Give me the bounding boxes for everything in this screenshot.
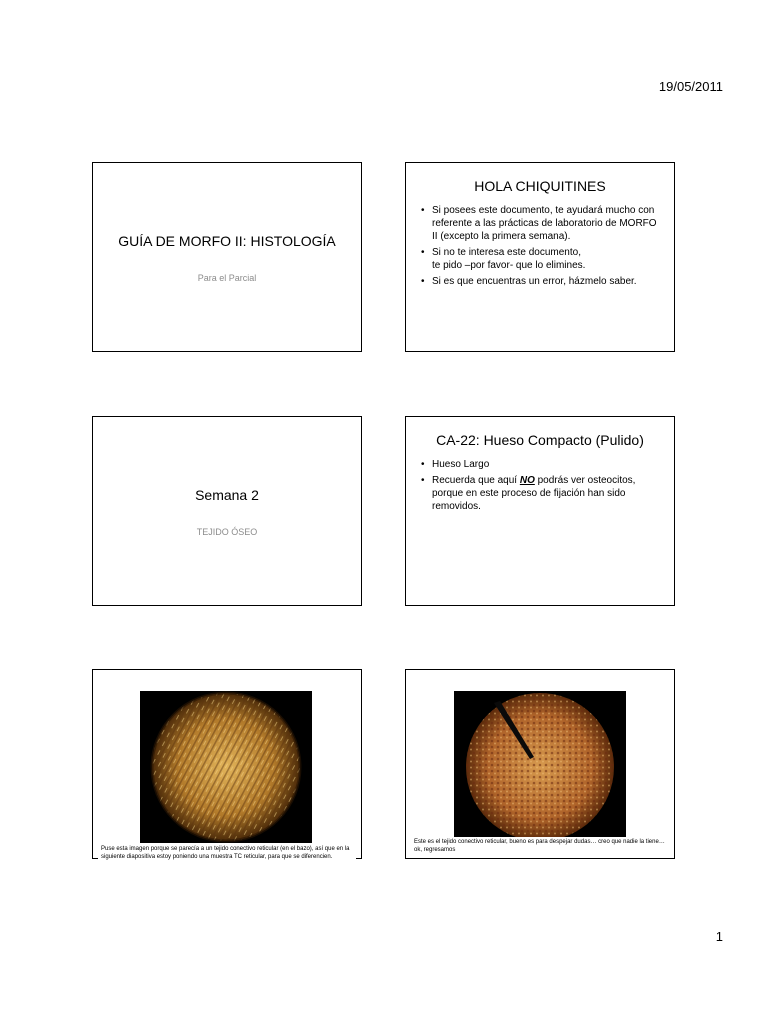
bullet-item: • Si posees este documento, te ayudará mucho con referente a las prácticas de laboratorio de MORFO II (excepto la primera semana).	[432, 204, 660, 243]
slide-micrograph-compact-bone	[92, 669, 362, 859]
slide-title-guide	[92, 162, 362, 352]
slide-greeting	[405, 162, 675, 352]
image-caption: Este es el tejido conectivo reticular, bueno es para despejar dudas… creo que nadie la tiene… ok, regresamos	[411, 837, 669, 855]
slide-micrograph-reticular	[405, 669, 675, 859]
slide-title: Semana 2	[195, 487, 259, 503]
slide-week-2	[92, 416, 362, 606]
bullet-list	[406, 458, 674, 513]
slide-subtitle: Para el Parcial	[197, 273, 257, 283]
slide-title: GUÍA DE MORFO II: HISTOLOGÍA	[118, 233, 336, 249]
bullet-text: podrás ver osteocitos, porque en este proceso de fijación han sido removidos.	[432, 475, 636, 512]
micrograph-image	[140, 691, 312, 843]
slide-heading: CA-22: Hueso Compacto (Pulido)	[436, 432, 644, 448]
page-number: 1	[715, 929, 723, 944]
bullet-item: • Si es que encuentras un error, házmelo saber.	[432, 275, 660, 288]
bullet-list	[406, 204, 674, 288]
emphasis-no: NO	[519, 475, 535, 486]
header-date: 19/05/2011	[658, 79, 723, 94]
bullet-item: • Hueso Largo	[432, 458, 660, 471]
bullet-text: Recuerda que aquí	[432, 475, 520, 486]
micrograph-image	[454, 691, 626, 843]
slide-heading: HOLA CHIQUITINES	[474, 178, 606, 194]
bullet-item	[432, 474, 660, 513]
slide-compact-bone	[405, 416, 675, 606]
bullet-text: Si no te interesa este documento,	[432, 247, 581, 258]
bullet-item	[432, 246, 660, 259]
bullet-continuation: te pido –por favor- que lo elimines.	[432, 260, 586, 271]
slide-subtitle: TEJIDO ÓSEO	[196, 527, 258, 537]
image-caption: Puse esta imagen porque se parecía a un tejido conectivo reticular (en el bazo), así que en la siguiente diapositiva estoy poniendo una muestra TC reticular, para que se diferencien.	[98, 844, 356, 862]
